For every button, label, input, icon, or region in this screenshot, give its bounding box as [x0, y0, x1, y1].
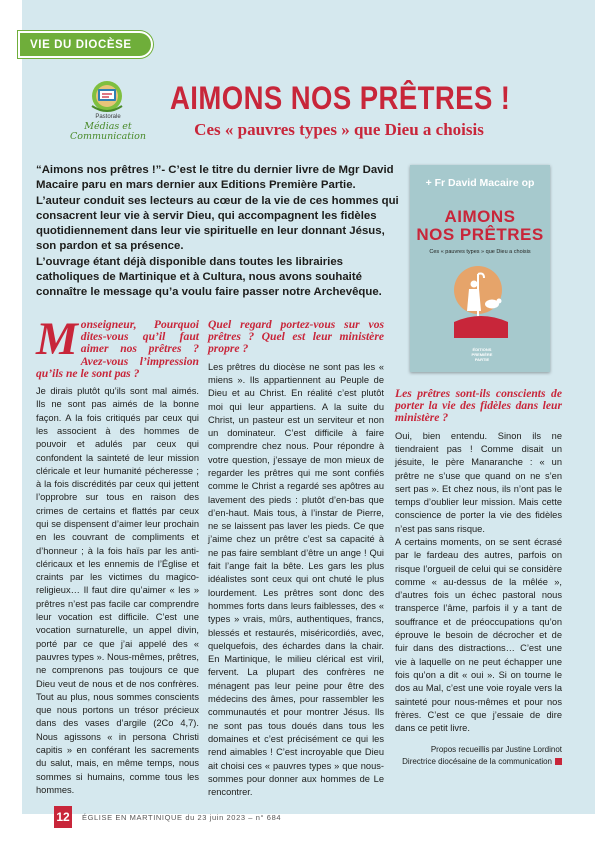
article-title: AIMONS NOS PRÊTRES ! — [170, 80, 511, 116]
answer-2: Les prêtres du diocèse ne sont pas les « miens ». Ils appartiennent au Peuple de Dieu et au Christ. En réalité c’est plutôt moi qui leur appartiens. A la suite du Christ, un pasteur est un serviteur et non un dominateur. C’est difficile à faire comprendre chez nous. Pour répondre à votre question, j’essaye de mon mieux de regarder les prêtres qui me sont confiés comme le Christ a regardé ses apôtres au lavement des pieds : plutôt d’en-bas que d’en-haut. Mais tous, à l’instar de Pierre, ne se laissent pas laver les pieds. Ce que j’aime chez un prêtre c’est sa capacité à ne pas faire semblant d’être un ange ! Qui fait l’ange fait la bête. Les gars les plus idéalistes sont ceux qui ont chuté le plus lourdement. Les prêtres sont donc des hommes forts dans leurs faiblesses, des « types » vrais, mûrs, authentiques, francs, blessés et restaurés, miséricordiés, avec, quelquefois, des échardes dans la chair. En Martinique, le milieu clérical est viril, fervent. La plupart des confrères ne ménagent pas leur peine pour être des médecins des âmes, pour rassembler les communautés et pour montrer Jésus. Ils ne sont pas tous doués dans tous les domaines et c’est précisément ce qui les rend aimables ! C’est incroyable que Dieu ait choisi ces « pauvres types » que nous-sommes pour donner aux hommes de Le rencontrer. — [208, 361, 384, 798]
end-mark-icon — [555, 758, 562, 765]
book-publisher — [467, 347, 497, 362]
shepherd-illustration-icon — [448, 260, 514, 338]
publication-info: ÉGLISE EN MARTINIQUE du 23 juin 2023 – n° 684 — [82, 813, 282, 822]
section-label: VIE DU DIOCÈSE — [30, 38, 132, 51]
intro-paragraph: L’ouvrage étant déjà disponible dans toutes les librairies catholiques de Martinique et à Cultura, nous avons souhaité connaître le message qu’a voulu faire passer notre Archevêque. — [36, 255, 382, 299]
article-subtitle: Ces « pauvres types » que Dieu a choisis — [194, 120, 484, 139]
interview-credit — [395, 744, 562, 768]
intro-paragraph: L’auteur conduit ses lecteurs au cœur de la vie de ces hommes qui consacrent leur vie à servir Dieu, qui accompagnent les fidèles quotidiennement dans leur vie spirituelle en leur donnant Jésus, son pardon et sa présence. — [36, 194, 399, 253]
book-cover — [410, 165, 550, 372]
publisher-line-2: PREMIÈRE — [471, 352, 493, 357]
question-2: Quel regard portez-vous sur vos prêtres ? Quel est leur ministère propre ? — [208, 318, 384, 356]
logo-line-1: Pastorale — [95, 114, 121, 120]
answer-3-paragraph: Oui, bien entendu. Sinon ils ne tiendraient pas ! Comme disait un jésuite, le père Manaranche : « un prêtre ne s’use que quand on ne s’en sert pas ». Et chez nous, ils n’ont pas le temps d’oublier leur mission. Mais cette conscience de porter la vie des fidèles n’est pas sans risque. — [395, 430, 562, 534]
page-number: 12 — [54, 806, 72, 828]
book-title-line-2: NOS PRÊTRES — [416, 225, 544, 244]
book-subtitle: Ces « pauvres types » que Dieu a choisis — [429, 249, 531, 255]
section-tab — [18, 31, 153, 58]
question-3: Les prêtres sont-ils conscients de porter la vie des fidèles dans leur ministère ? — [395, 387, 562, 425]
book-author: + Fr David Macaire op — [425, 177, 535, 189]
book-title-line-1: AIMONS — [444, 207, 516, 226]
answer-1: Je dirais plutôt qu’ils sont mal aimés. Ils ne sont pas aimés de la bonne façon. A la fois critiqués par ceux qui les associent à des hommes de pouvoir et adulés par ceux qui confondent la sainteté de leur mission cléricale et leur humanité pécheresse ; à la fois discrédités par ceux qui jettent l’opprobre sur tous en raison des crimes de certains et flattés par ceux qui se dispensent d’aimer leur prochain en les couvrant de compliments et d’honneur ; à la fois haïs par les anti-cléricaux et les ennemis de l’Église et craints par les victimes du magico-religieux… Il faut dire qu’aimer « les » prêtres n’est pas facile car comprendre leur vocation est difficile. C’est une vocation surnaturelle, un appel divin, porté par ce que j’ai appelé des « pauvres types ». Nous-mêmes, prêtres, ne comprenons pas toujours ce que Dieu veut de nous et de nos confrères. Tout au plus, nous sommes conscients que nous portons un trésor précieux dans des vases d’argile (2Co 4,7). Nous agissons « in persona Christi capitis » en conférant les sacrements du salut, mais, en même temps, nous sommes si humains, comme tous les hommes. — [36, 386, 199, 795]
intro-paragraph: “Aimons nos prêtres !”- C’est le titre du dernier livre de Mgr David Macaire paru en mars dernier aux Editions Première Partie. — [36, 164, 394, 192]
publisher-line-1: ÉDITIONS — [472, 347, 492, 352]
page-margin — [0, 0, 22, 842]
column-middle — [208, 319, 384, 799]
article-intro — [36, 163, 400, 301]
column-left — [36, 313, 199, 797]
publisher-line-3: PARTIE — [474, 357, 490, 362]
answer-3-paragraph: A certains moments, on se sent écrasé par le fardeau des autres, parfois on risque l’orgueil de celui qui se considère comme « au-dessus de la mêlée », d’autres fois un échec pastoral nous transperce l’âme, parfois il y a tant de souffrance et de préoccupations qu’on éprouve le besoin de décrocher et de fuir dans des distractions… C’est une vie à laquelle on ne peut échapper une fois qu’on a dit « oui ». Si on tourne le dos au Mal, c’est une voie royale vers la sainteté pour nous-mêmes et pour nos frères. C’est ce que j’essaie de dire dans ce petit livre. — [395, 536, 562, 734]
logo-line-3: Communication — [70, 131, 146, 142]
drop-cap: M — [36, 313, 78, 365]
question-1 — [36, 313, 199, 380]
question-1-text: onseigneur, Pourquoi dites-vous qu’il faut aimer nos prêtres ? Avez-vous l’impression qu’ils ne le sont pas ? — [36, 318, 199, 380]
credit-line-1: Propos recueillis par Justine Lordinot — [430, 745, 562, 755]
column-right — [395, 388, 562, 768]
logo-line-2: Médias et — [84, 121, 132, 132]
logo-caption — [60, 112, 156, 142]
credit-line-2: Directrice diocésaine de la communication — [402, 757, 552, 767]
